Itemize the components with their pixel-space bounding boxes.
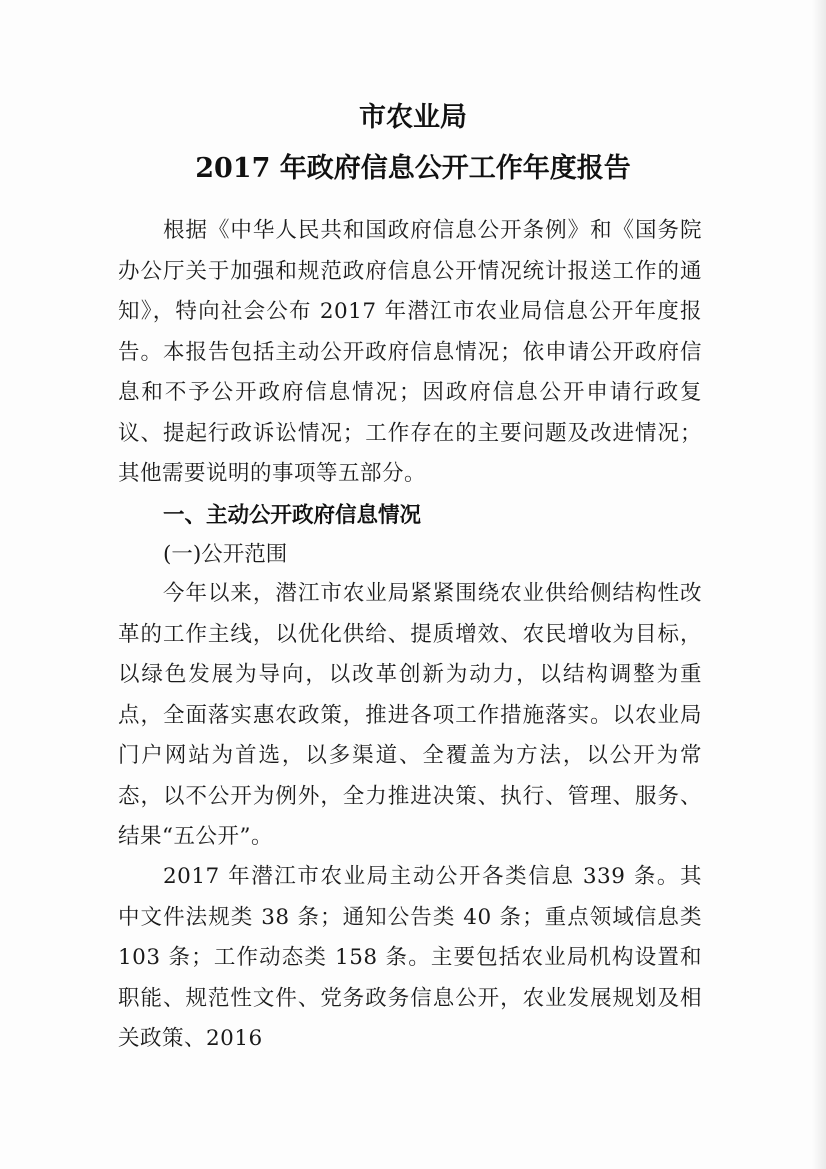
document-title-org: 市农业局 xyxy=(359,102,467,133)
body-paragraph: 今年以来，潜江市农业局紧紧围绕农业供给侧结构性改革的工作主线，以优化供给、提质增效、农民增收为目标，以绿色发展为导向，以改革创新为动力，以结构调整为重点，全面落实惠农政策，推进各项工作措施落实。以农业局门户网站为首选，以多渠道、全覆盖为方法，以公开为常态，以不公开为例外，全力推进决策、执行、管理、服务、结果“五公开”。 xyxy=(118,581,702,849)
document-title-report: 2017 年政府信息公开工作年度报告 xyxy=(195,153,631,184)
subsection-heading: (一)公开范围 xyxy=(163,542,288,567)
section-heading: 一、主动公开政府信息情况 xyxy=(163,503,422,528)
scan-edge-shadow xyxy=(812,0,826,1169)
intro-paragraph: 根据《中华人民共和国政府信息公开条例》和《国务院办公厅关于加强和规范政府信息公开情况统计报送工作的通知》，特向社会公布 2017 年潜江市农业局信息公开年度报告。本报告包括主动公开政府信息情况；依申请公开政府信息和不予公开政府信息情况；因政府信息公开申请行政复议、提起行政诉讼情况；工作存在的主要问题及改进情况；其他需要说明的事项等五部分。 xyxy=(118,218,702,486)
body-paragraph: 2017 年潜江市农业局主动公开各类信息 339 条。其中文件法规类 38 条；通知公告类 40 条；重点领域信息类 103 条；工作动态类 158 条。主要包括农业局机构设置和职能、规范性文件、党务政务信息公开，农业发展规划及相关政策、2016 xyxy=(118,864,702,1051)
